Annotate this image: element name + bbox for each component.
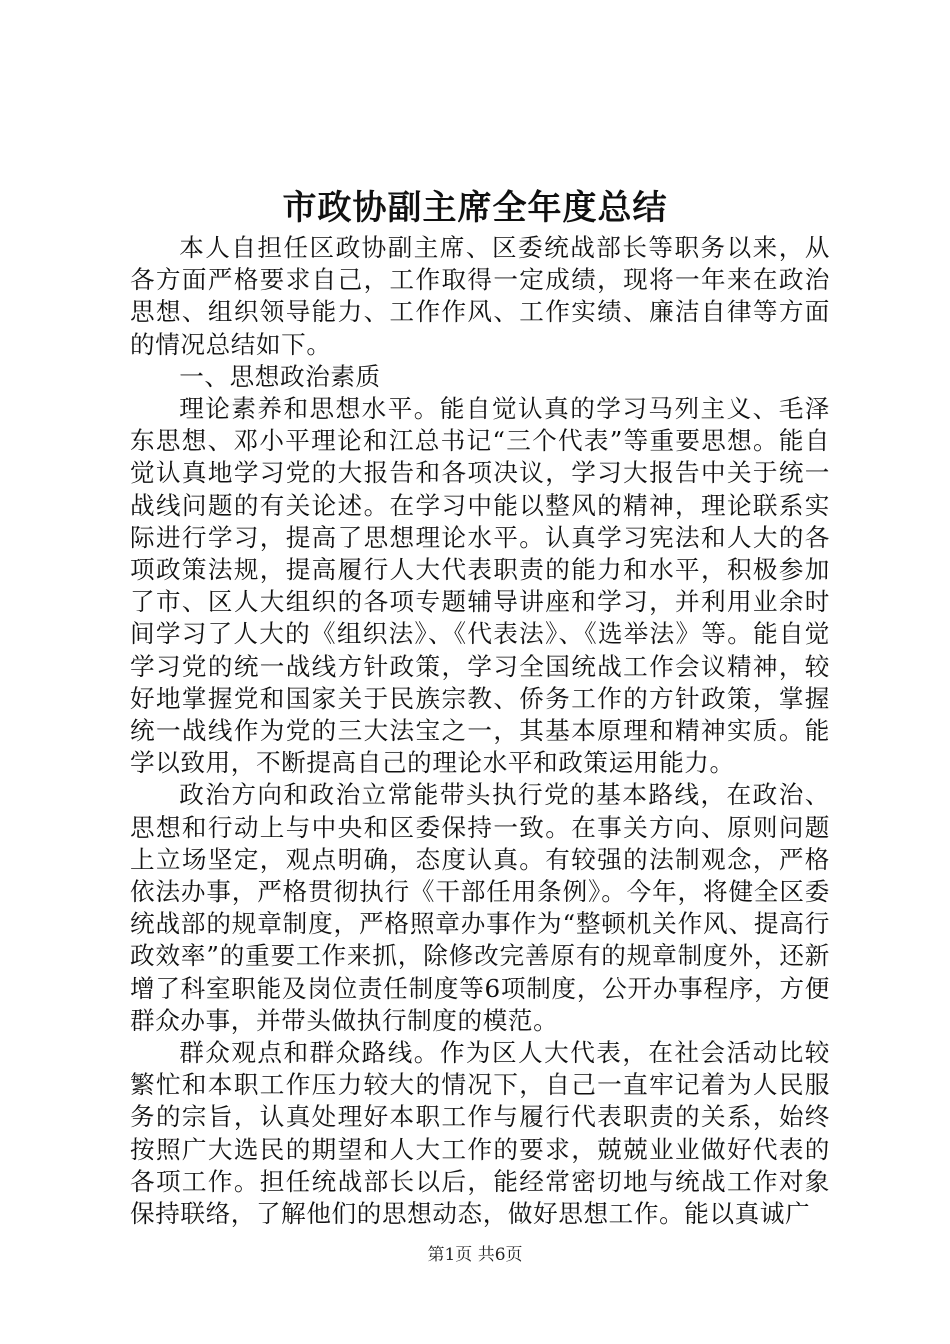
body-paragraph: 群众观点和群众路线。作为区人大代表，在社会活动比较繁忙和本职工作压力较大的情况下，自己一直牢记着为人民服务的宗旨，认真处理好本职工作与履行代表职责的关系，始终按照广大选民的期望和人大工作的要求，兢兢业业做好代表的各项工作。担任统战部长以后，能经常密切地与统战工作对象保持联络，了解他们的思想动态，做好思想工作。能以真诚广 xyxy=(130,1038,830,1229)
document-title: 市政协副主席全年度总结 xyxy=(282,188,668,228)
body-paragraph: 理论素养和思想水平。能自觉认真的学习马列主义、毛泽东思想、邓小平理论和江总书记“三个代表”等重要思想。能自觉认真地学习党的大报告和各项决议，学习大报告中关于统一战线问题的有关论述。在学习中能以整风的精神，理论联系实际进行学习，提高了思想理论水平。认真学习宪法和人大的各项政策法规，提高履行人大代表职责的能力和水平，积极参加了市、区人大组织的各项专题辅导讲座和学习，并利用业余时间学习了人大的《组织法》、《代表法》、《选举法》等。能自觉学习党的统一战线方针政策，学习全国统战工作会议精神，较好地掌握党和国家关于民族宗教、侨务工作的方针政策，掌握统一战线作为党的三大法宝之一，其基本原理和精神实质。能学以致用，不断提高自己的理论水平和政策运用能力。 xyxy=(130,394,830,778)
page-total: 共6页 xyxy=(477,1245,523,1265)
section-heading: 一、思想政治素质 xyxy=(179,361,381,391)
intro-paragraph: 本人自担任区政协副主席、区委统战部长等职务以来，从各方面严格要求自己，工作取得一定成绩，现将一年来在政治思想、组织领导能力、工作作风、工作实绩、廉洁自律等方面的情况总结如下。 xyxy=(130,233,830,359)
page-number: 第1页 xyxy=(427,1245,473,1265)
page-footer xyxy=(0,1243,950,1267)
body-paragraph: 政治方向和政治立常能带头执行党的基本路线，在政治、思想和行动上与中央和区委保持一致。在事关方向、原则问题上立场坚定，观点明确，态度认真。有较强的法制观念，严格依法办事，严格贯彻执行《干部任用条例》。今年，将健全区委统战部的规章制度，严格照章办事作为“整顿机关作风、提高行政效率”的重要工作来抓，除修改完善原有的规章制度外，还新增了科室职能及岗位责任制度等6项制度，公开办事程序，方便群众办事，并带头做执行制度的模范。 xyxy=(130,780,830,1035)
document-body xyxy=(130,232,830,1230)
